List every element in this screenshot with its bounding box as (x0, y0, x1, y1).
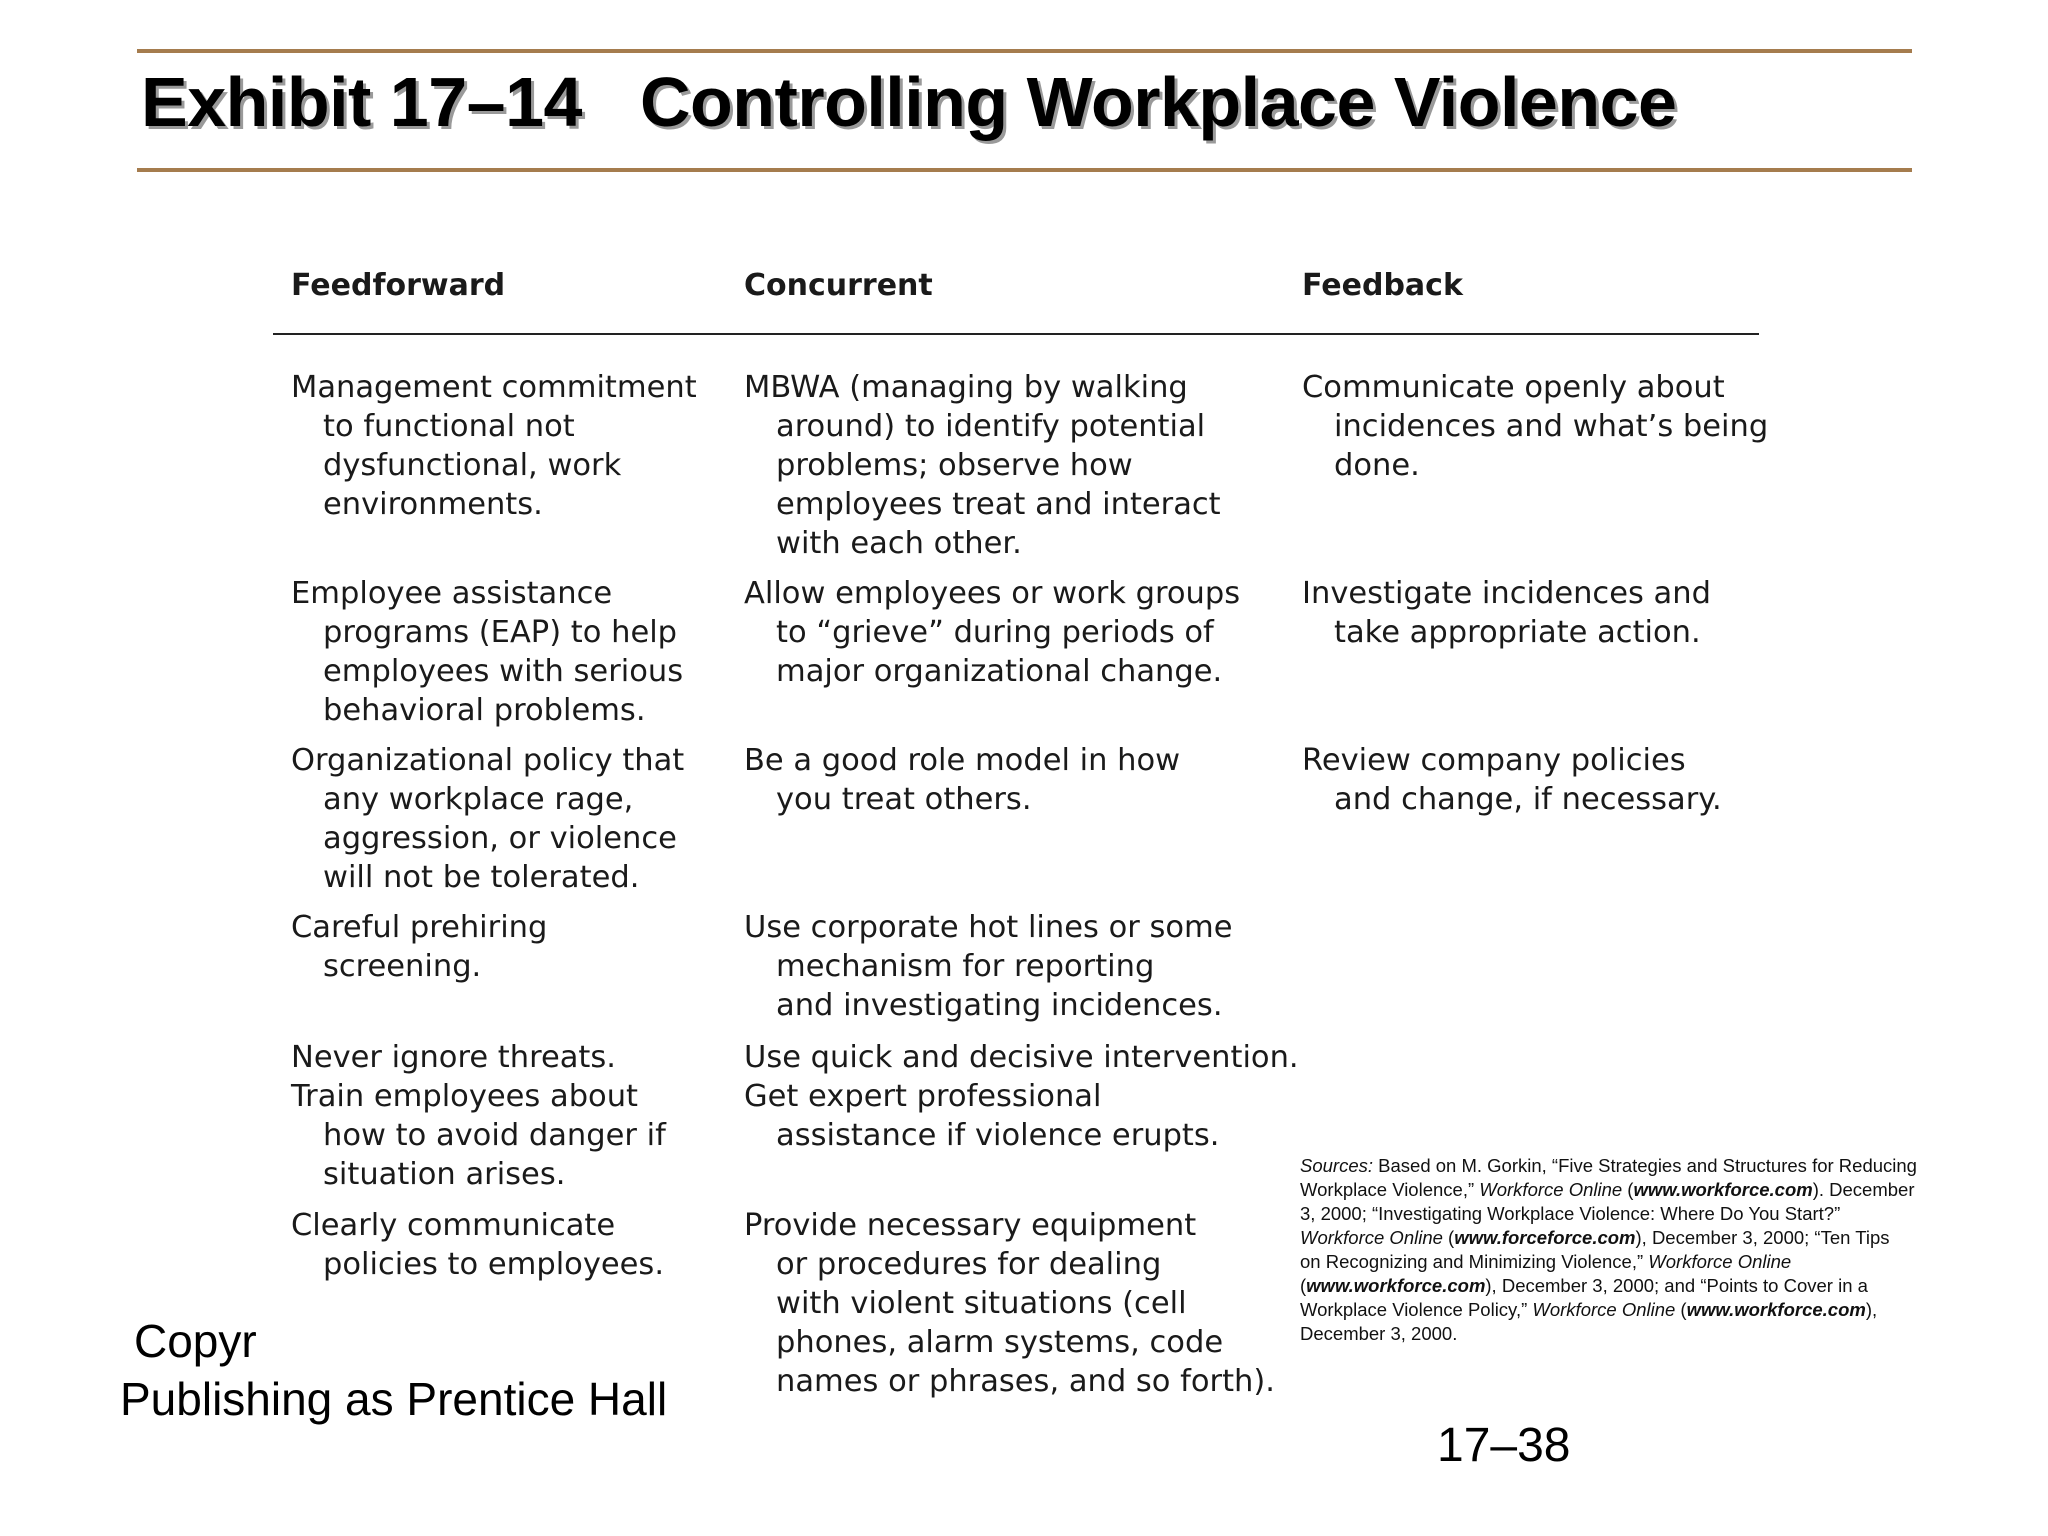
header-rule (273, 333, 1759, 335)
feedforward-item-line: environments. (323, 487, 543, 522)
feedforward-item-line: Never ignore threats. (291, 1040, 616, 1075)
feedforward-item (291, 574, 683, 730)
concurrent-item-line: and investigating incidences. (776, 988, 1223, 1023)
feedback-item-line: take appropriate action. (1334, 615, 1701, 650)
feedforward-item (291, 1077, 666, 1194)
concurrent-item (744, 1038, 1299, 1077)
concurrent-item (744, 368, 1221, 563)
concurrent-item-line: you treat others. (776, 782, 1032, 817)
concurrent-item-line: mechanism for reporting (776, 949, 1155, 984)
feedback-item-line: Review company policies (1302, 743, 1686, 778)
feedforward-item-line: will not be tolerated. (323, 860, 640, 895)
feedforward-item-line: Clearly communicate (291, 1208, 616, 1243)
header-feedforward: Feedforward (291, 268, 506, 303)
concurrent-item-line: Be a good role model in how (744, 743, 1181, 778)
feedforward-item-line: dysfunctional, work (323, 448, 622, 483)
feedback-item-line: done. (1334, 448, 1420, 483)
concurrent-item (744, 1206, 1275, 1401)
feedforward-item (291, 908, 547, 986)
concurrent-item (744, 741, 1180, 819)
concurrent-item-line: Provide necessary equipment (744, 1208, 1197, 1243)
concurrent-item-line: to “grieve” during periods of (776, 615, 1214, 650)
concurrent-item-line: phones, alarm systems, code (776, 1325, 1224, 1360)
concurrent-item-line: assistance if violence erupts. (776, 1118, 1220, 1153)
feedforward-item-line: Careful prehiring (291, 910, 548, 945)
feedback-item-line: Communicate openly about (1302, 370, 1725, 405)
feedforward-item-line: aggression, or violence (323, 821, 677, 856)
concurrent-item-line: major organizational change. (776, 654, 1223, 689)
concurrent-item-line: with violent situations (cell (776, 1286, 1187, 1321)
sources-note: Sources: Based on M. Gorkin, “Five Strategies and Structures for Reducing Workplace Violence,” Workforce Online (www.workforce.com). December 3, 2000; “Investigating Workplace Violence: Where Do You Start?” Workforce Online (www.forceforce.com), December 3, 2000; “Ten Tips on Recognizing and Minimizing Violence,” Workforce Online (www.workforce.com), December 3, 2000; and “Points to Cover in a Workplace Violence Policy,” Workforce Online (www.workforce.com), December 3, 2000. (1300, 1155, 1917, 1344)
title-bottom-rule (137, 168, 1912, 172)
concurrent-item-line: Allow employees or work groups (744, 576, 1241, 611)
feedforward-item-line: to functional not (323, 409, 575, 444)
feedback-item (1302, 368, 1768, 485)
concurrent-item-line: or procedures for dealing (776, 1247, 1162, 1282)
feedforward-item-line: situation arises. (323, 1157, 566, 1192)
copyright-line-1: Copyr (134, 1315, 257, 1367)
concurrent-item-line: Get expert professional (744, 1079, 1102, 1114)
concurrent-item-line: with each other. (776, 526, 1022, 561)
feedforward-item-line: policies to employees. (323, 1247, 665, 1282)
feedforward-item-line: screening. (323, 949, 482, 984)
feedforward-item (291, 741, 684, 897)
concurrent-item-line: employees treat and interact (776, 487, 1221, 522)
slide-title (141, 62, 1676, 142)
feedforward-item (291, 1038, 616, 1077)
feedback-item-line: and change, if necessary. (1334, 782, 1722, 817)
concurrent-item (744, 1077, 1219, 1155)
feedforward-item-line: Employee assistance (291, 576, 613, 611)
feedforward-item-line: how to avoid danger if (323, 1118, 666, 1153)
concurrent-item (744, 574, 1240, 691)
concurrent-item (744, 908, 1233, 1025)
concurrent-item-line: around) to identify potential (776, 409, 1206, 444)
concurrent-item-line: MBWA (managing by walking (744, 370, 1188, 405)
header-concurrent: Concurrent (744, 268, 933, 303)
feedforward-item-line: employees with serious (323, 654, 684, 689)
feedforward-item-line: behavioral problems. (323, 693, 646, 728)
feedforward-item-line: Management commitment (291, 370, 697, 405)
feedforward-item-line: any workplace rage, (323, 782, 634, 817)
page-number: 17–38 (1437, 1419, 1571, 1472)
feedforward-item (291, 1206, 664, 1284)
feedforward-item (291, 368, 697, 524)
feedforward-item-line: Organizational policy that (291, 743, 685, 778)
concurrent-item-line: problems; observe how (776, 448, 1133, 483)
concurrent-item-line: Use corporate hot lines or some (744, 910, 1233, 945)
feedback-item (1302, 574, 1711, 652)
feedback-item-line: incidences and what’s being (1334, 409, 1769, 444)
copyright-text (120, 1312, 667, 1428)
feedback-item-line: Investigate incidences and (1302, 576, 1711, 611)
feedforward-item-line: Train employees about (291, 1079, 639, 1114)
copyright-line-2: Publishing as Prentice Hall (120, 1373, 668, 1425)
feedback-item (1302, 741, 1722, 819)
exhibit-number: Exhibit 17–14 (141, 63, 582, 141)
header-feedback: Feedback (1302, 268, 1463, 303)
concurrent-item-line: Use quick and decisive intervention. (744, 1040, 1299, 1075)
feedforward-item-line: programs (EAP) to help (323, 615, 678, 650)
exhibit-title: Controlling Workplace Violence (639, 63, 1677, 141)
concurrent-item-line: names or phrases, and so forth). (776, 1364, 1275, 1399)
title-top-rule (137, 49, 1912, 53)
